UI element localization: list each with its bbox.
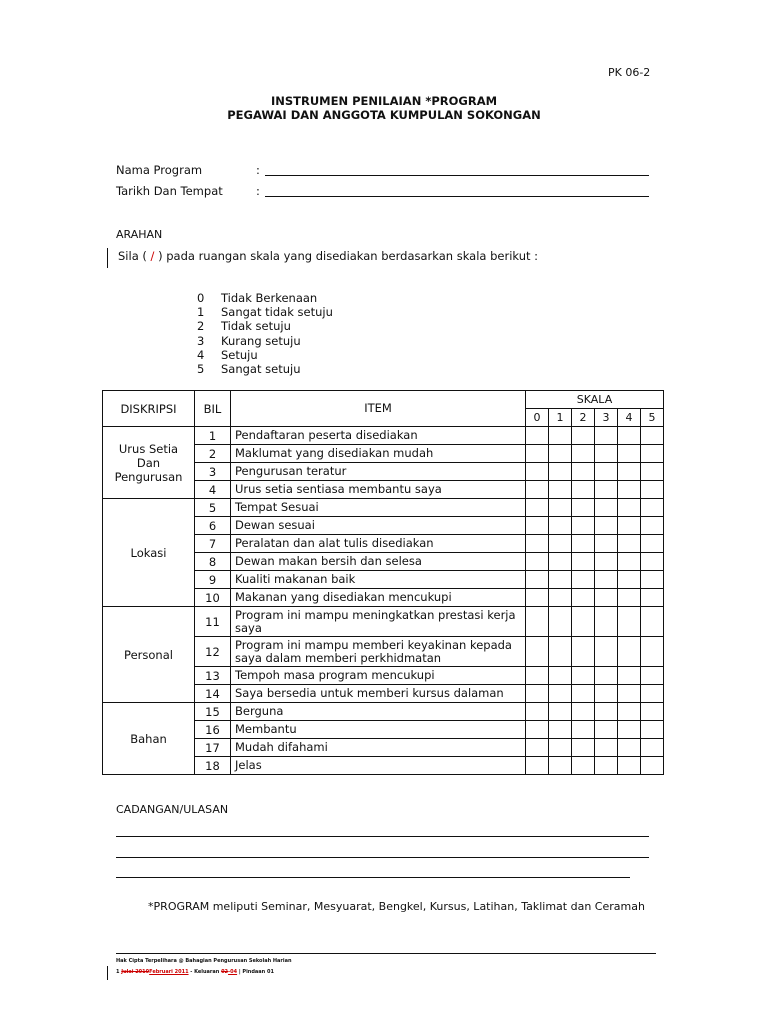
scale-item: 3 Kurang setuju — [197, 333, 301, 348]
rating-cell-3[interactable] — [595, 481, 618, 499]
rating-cell-4[interactable] — [618, 445, 641, 463]
comment-line-1[interactable] — [116, 836, 649, 837]
item-number: 17 — [195, 739, 231, 757]
date-place-label: Tarikh Dan Tempat — [116, 184, 223, 198]
rating-cell-2[interactable] — [572, 499, 595, 517]
rating-cell-3[interactable] — [595, 427, 618, 445]
rating-cell-3[interactable] — [595, 637, 618, 667]
row-group-label — [103, 427, 195, 499]
footer-release: 1 Julai 2010Februari 2011 - Keluaran 02-04 | Pindaan 01 — [116, 969, 274, 975]
form-title-line2: PEGAWAI DAN ANGGOTA KUMPULAN SOKONGAN — [227, 108, 541, 122]
scale-item: 2 Tidak setuju — [197, 319, 291, 334]
table-row — [103, 607, 664, 637]
item-number: 18 — [195, 757, 231, 775]
rating-cell-4[interactable] — [618, 499, 641, 517]
rating-cell-2[interactable] — [572, 685, 595, 703]
item-text: Program ini mampu meningkatkan prestasi kerja saya — [231, 607, 526, 637]
rating-cell-5[interactable] — [641, 517, 664, 535]
rating-cell-4[interactable] — [618, 667, 641, 685]
rating-cell-3[interactable] — [595, 739, 618, 757]
item-text: Dewan sesuai — [231, 517, 526, 535]
rating-cell-2[interactable] — [572, 589, 595, 607]
form-code: PK 06-2 — [608, 66, 651, 79]
scale-col-2: 2 — [572, 409, 595, 427]
item-number: 13 — [195, 667, 231, 685]
item-text: Saya bersedia untuk memberi kursus dalaman — [231, 685, 526, 703]
tick-mark: / — [150, 249, 155, 263]
rating-cell-5[interactable] — [641, 739, 664, 757]
rating-cell-5[interactable] — [641, 721, 664, 739]
rating-cell-2[interactable] — [572, 757, 595, 775]
rating-cell-4[interactable] — [618, 535, 641, 553]
item-number: 16 — [195, 721, 231, 739]
rating-cell-5[interactable] — [641, 427, 664, 445]
rating-cell-3[interactable] — [595, 607, 618, 637]
rating-cell-4[interactable] — [618, 463, 641, 481]
program-name-colon: : — [256, 163, 260, 177]
item-number: 15 — [195, 703, 231, 721]
item-number: 12 — [195, 637, 231, 667]
item-text: Dewan makan bersih dan selesa — [231, 553, 526, 571]
scale-col-0: 0 — [526, 409, 549, 427]
rating-cell-3[interactable] — [595, 517, 618, 535]
scale-item: 1 Sangat tidak setuju — [197, 305, 333, 320]
rating-cell-1[interactable] — [549, 757, 572, 775]
rating-cell-0[interactable] — [526, 757, 549, 775]
rating-cell-2[interactable] — [572, 481, 595, 499]
rating-cell-0[interactable] — [526, 499, 549, 517]
rating-cell-3[interactable] — [595, 445, 618, 463]
rating-cell-1[interactable] — [549, 571, 572, 589]
item-text: Pengurusan teratur — [231, 463, 526, 481]
item-text: Pendaftaran peserta disediakan — [231, 427, 526, 445]
item-number: 11 — [195, 607, 231, 637]
rating-cell-2[interactable] — [572, 445, 595, 463]
rating-cell-5[interactable] — [641, 637, 664, 667]
group-label-line: Personal — [124, 647, 173, 662]
rating-cell-5[interactable] — [641, 667, 664, 685]
item-text: Jelas — [231, 757, 526, 775]
program-name-field[interactable] — [265, 175, 649, 176]
date-place-colon: : — [256, 184, 260, 198]
item-number: 5 — [195, 499, 231, 517]
program-note: *PROGRAM meliputi Seminar, Mesyuarat, Bengkel, Kursus, Latihan, Taklimat dan Ceramah — [148, 900, 645, 913]
rating-cell-5[interactable] — [641, 571, 664, 589]
rating-cell-3[interactable] — [595, 499, 618, 517]
rating-cell-3[interactable] — [595, 535, 618, 553]
footer-divider — [116, 953, 656, 954]
rating-cell-0[interactable] — [526, 517, 549, 535]
rating-cell-2[interactable] — [572, 463, 595, 481]
item-text: Maklumat yang disediakan mudah — [231, 445, 526, 463]
item-number: 14 — [195, 685, 231, 703]
rating-cell-2[interactable] — [572, 721, 595, 739]
item-number: 7 — [195, 535, 231, 553]
item-text: Peralatan dan alat tulis disediakan — [231, 535, 526, 553]
rating-cell-0[interactable] — [526, 481, 549, 499]
item-text: Berguna — [231, 703, 526, 721]
rating-cell-2[interactable] — [572, 703, 595, 721]
rating-cell-0[interactable] — [526, 607, 549, 637]
group-label-line: Lokasi — [130, 545, 167, 560]
rating-cell-4[interactable] — [618, 571, 641, 589]
rating-cell-2[interactable] — [572, 571, 595, 589]
item-number: 9 — [195, 571, 231, 589]
rating-cell-3[interactable] — [595, 667, 618, 685]
rating-cell-5[interactable] — [641, 445, 664, 463]
item-text: Kualiti makanan baik — [231, 571, 526, 589]
scale-col-1: 1 — [549, 409, 572, 427]
rating-cell-4[interactable] — [618, 481, 641, 499]
arahan-heading: ARAHAN — [116, 228, 163, 241]
rating-cell-1[interactable] — [549, 481, 572, 499]
scale-item: 4 Setuju — [197, 347, 258, 362]
rating-cell-0[interactable] — [526, 667, 549, 685]
rating-cell-5[interactable] — [641, 463, 664, 481]
rating-cell-1[interactable] — [549, 607, 572, 637]
rating-cell-0[interactable] — [526, 571, 549, 589]
instruction-text: Sila ( / ) pada ruangan skala yang disediakan berdasarkan skala berikut : — [118, 249, 539, 263]
rating-cell-0[interactable] — [526, 685, 549, 703]
comment-line-3[interactable] — [116, 877, 630, 878]
rating-cell-3[interactable] — [595, 703, 618, 721]
item-text: Makanan yang disediakan mencukupi — [231, 589, 526, 607]
scale-col-5: 5 — [641, 409, 664, 427]
rating-cell-0[interactable] — [526, 445, 549, 463]
item-text: Urus setia sentiasa membantu saya — [231, 481, 526, 499]
item-number: 2 — [195, 445, 231, 463]
evaluation-table — [102, 390, 664, 775]
rating-cell-5[interactable] — [641, 703, 664, 721]
item-number: 1 — [195, 427, 231, 445]
rating-cell-1[interactable] — [549, 427, 572, 445]
table-row — [103, 703, 664, 721]
rating-cell-4[interactable] — [618, 703, 641, 721]
rating-cell-1[interactable] — [549, 739, 572, 757]
rating-cell-1[interactable] — [549, 499, 572, 517]
rating-cell-5[interactable] — [641, 499, 664, 517]
scale-item: 5 Sangat setuju — [197, 362, 301, 377]
footer-copyright: Hak Cipta Terpelihara @ Bahagian Pengurusan Sekolah Harian — [116, 958, 292, 964]
rating-cell-1[interactable] — [549, 463, 572, 481]
group-label-line: Pengurusan — [114, 469, 183, 484]
rating-cell-0[interactable] — [526, 637, 549, 667]
item-number: 4 — [195, 481, 231, 499]
item-text: Program ini mampu memberi keyakinan kepada saya dalam memberi perkhidmatan — [231, 637, 526, 667]
rating-cell-3[interactable] — [595, 721, 618, 739]
rating-cell-3[interactable] — [595, 553, 618, 571]
rating-cell-1[interactable] — [549, 667, 572, 685]
rating-cell-1[interactable] — [549, 517, 572, 535]
rating-cell-5[interactable] — [641, 607, 664, 637]
rating-cell-1[interactable] — [549, 553, 572, 571]
rating-cell-2[interactable] — [572, 637, 595, 667]
rating-cell-1[interactable] — [549, 445, 572, 463]
cadangan-heading: CADANGAN/ULASAN — [116, 803, 229, 816]
item-text: Tempat Sesuai — [231, 499, 526, 517]
group-label-line: Bahan — [130, 731, 167, 746]
rating-cell-0[interactable] — [526, 721, 549, 739]
rating-cell-2[interactable] — [572, 607, 595, 637]
rating-cell-0[interactable] — [526, 553, 549, 571]
program-name-label: Nama Program — [116, 163, 203, 177]
item-number: 8 — [195, 553, 231, 571]
rating-cell-4[interactable] — [618, 739, 641, 757]
header-item: ITEM — [231, 391, 526, 427]
rating-cell-4[interactable] — [618, 637, 641, 667]
scale-legend — [197, 291, 333, 376]
rating-cell-5[interactable] — [641, 553, 664, 571]
rating-cell-2[interactable] — [572, 667, 595, 685]
rating-cell-1[interactable] — [549, 721, 572, 739]
rating-cell-3[interactable] — [595, 571, 618, 589]
footer-revision-bar — [107, 966, 108, 980]
header-bil: BIL — [195, 391, 231, 427]
item-text: Mudah difahami — [231, 739, 526, 757]
rating-cell-1[interactable] — [549, 637, 572, 667]
rating-cell-2[interactable] — [572, 427, 595, 445]
rating-cell-4[interactable] — [618, 553, 641, 571]
rating-cell-2[interactable] — [572, 739, 595, 757]
rating-cell-2[interactable] — [572, 517, 595, 535]
row-group-label — [103, 499, 195, 607]
rating-cell-4[interactable] — [618, 685, 641, 703]
table-row — [103, 499, 664, 517]
rating-cell-0[interactable] — [526, 427, 549, 445]
rating-cell-4[interactable] — [618, 517, 641, 535]
rating-cell-3[interactable] — [595, 757, 618, 775]
scale-item: 0 Tidak Berkenaan — [197, 291, 318, 305]
rating-cell-5[interactable] — [641, 481, 664, 499]
header-skala: SKALA — [526, 391, 664, 409]
group-label-line: Dan — [136, 455, 161, 470]
rating-cell-1[interactable] — [549, 685, 572, 703]
date-place-field[interactable] — [265, 196, 649, 197]
rating-cell-4[interactable] — [618, 757, 641, 775]
rating-cell-4[interactable] — [618, 607, 641, 637]
rating-cell-3[interactable] — [595, 685, 618, 703]
item-number: 3 — [195, 463, 231, 481]
rating-cell-4[interactable] — [618, 427, 641, 445]
rating-cell-4[interactable] — [618, 721, 641, 739]
row-group-label — [103, 607, 195, 703]
item-text: Membantu — [231, 721, 526, 739]
header-diskripsi: DISKRIPSI — [103, 391, 195, 427]
form-title-line1: INSTRUMEN PENILAIAN *PROGRAM — [270, 94, 498, 108]
rating-cell-0[interactable] — [526, 535, 549, 553]
rating-cell-2[interactable] — [572, 553, 595, 571]
rating-cell-1[interactable] — [549, 535, 572, 553]
comment-line-2[interactable] — [116, 857, 649, 858]
row-group-label — [103, 703, 195, 775]
rating-cell-0[interactable] — [526, 739, 549, 757]
rating-cell-5[interactable] — [641, 685, 664, 703]
rating-cell-0[interactable] — [526, 703, 549, 721]
revision-bar — [107, 248, 108, 268]
rating-cell-4[interactable] — [618, 589, 641, 607]
rating-cell-5[interactable] — [641, 535, 664, 553]
scale-col-4: 4 — [618, 409, 641, 427]
rating-cell-5[interactable] — [641, 757, 664, 775]
table-row — [103, 427, 664, 445]
rating-cell-3[interactable] — [595, 589, 618, 607]
rating-cell-1[interactable] — [549, 703, 572, 721]
item-number: 10 — [195, 589, 231, 607]
rating-cell-3[interactable] — [595, 463, 618, 481]
group-label-line: Urus Setia — [118, 441, 179, 456]
rating-cell-0[interactable] — [526, 463, 549, 481]
rating-cell-2[interactable] — [572, 535, 595, 553]
scale-col-3: 3 — [595, 409, 618, 427]
rating-cell-5[interactable] — [641, 589, 664, 607]
rating-cell-0[interactable] — [526, 589, 549, 607]
item-number: 6 — [195, 517, 231, 535]
rating-cell-1[interactable] — [549, 589, 572, 607]
item-text: Tempoh masa program mencukupi — [231, 667, 526, 685]
